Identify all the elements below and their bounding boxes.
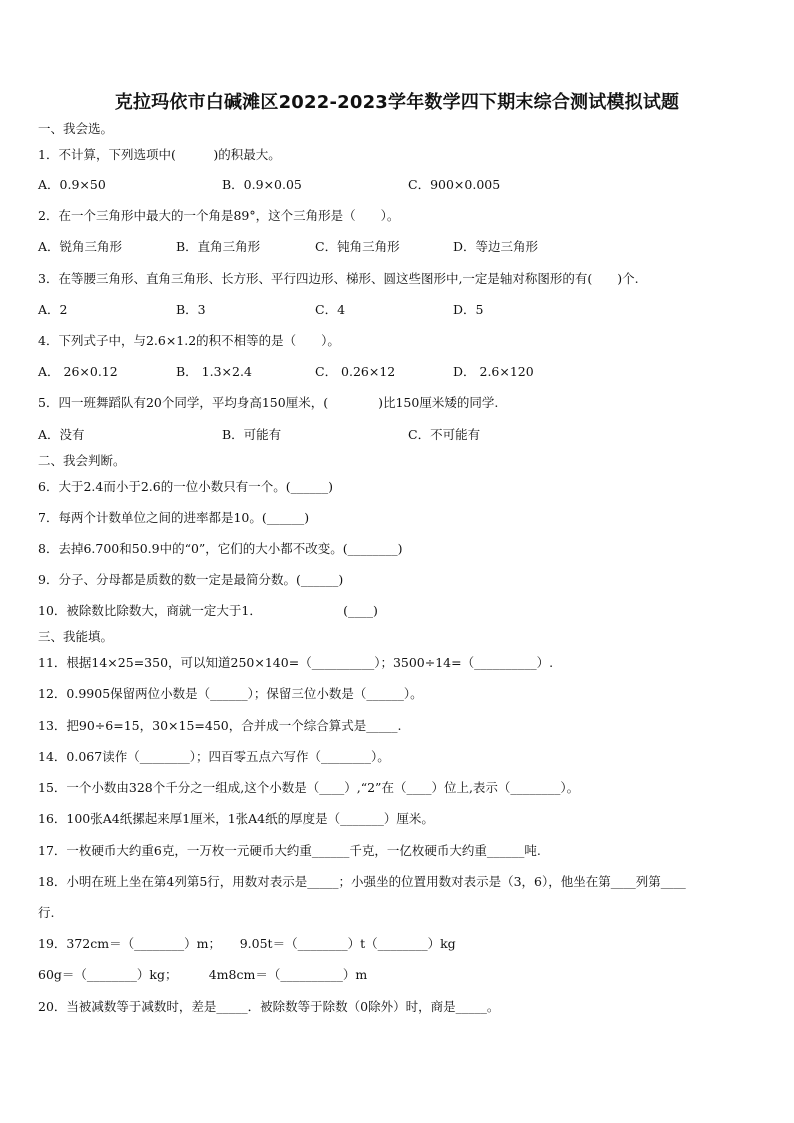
section-heading-choice: 一、我会选。 (38, 121, 114, 136)
q5-option-b: B．可能有 (222, 427, 282, 442)
question-6: 6．大于2.4而小于2.6的一位小数只有一个。(______) (38, 479, 333, 494)
question-16: 16．100张A4纸摞起来厚1厘米，1张A4纸的厚度是（_______）厘米。 (38, 811, 434, 826)
question-11: 11．根据14×25=350，可以知道250×140=（__________）；3500÷14=（__________）. (38, 655, 554, 670)
q3-option-d: D．5 (453, 302, 484, 317)
q2-option-c: C．钝角三角形 (315, 239, 400, 254)
question-18-continued: 行. (38, 905, 55, 920)
question-1: 1．不计算，下列选项中( )的积最大。 (38, 147, 281, 162)
question-14: 14．0.067读作（________）；四百零五点六写作（________）。 (38, 749, 390, 764)
question-2: 2．在一个三角形中最大的一个角是89°，这个三角形是（ ）。 (38, 208, 400, 223)
q2-option-d: D．等边三角形 (453, 239, 539, 254)
question-8: 8．去掉6.700和50.9中的“0”，它们的大小都不改变。(________) (38, 541, 403, 556)
q5-option-c: C．不可能有 (408, 427, 481, 442)
page-title: 克拉玛依市白碱滩区2022-2023学年数学四下期末综合测试模拟试题 (114, 92, 680, 113)
question-12: 12．0.9905保留两位小数是（______）；保留三位小数是（______）。 (38, 686, 423, 701)
q1-option-b: B．0.9×0.05 (222, 177, 302, 192)
q4-option-c: C． 0.26×12 (315, 364, 396, 379)
question-17: 17．一枚硬币大约重6克，一万枚一元硬币大约重______千克，一亿枚硬币大约重______吨. (38, 843, 541, 858)
q4-option-d: D． 2.6×120 (453, 364, 534, 379)
q1-option-c: C．900×0.005 (408, 177, 501, 192)
q3-option-a: A．2 (38, 302, 68, 317)
section-heading-fill: 三、我能填。 (38, 629, 114, 644)
question-15: 15．一个小数由328个千分之一组成,这个小数是（____）,“2”在（____）位上,表示（________）。 (38, 780, 580, 795)
question-19: 19．372cm＝（________）m； 9.05t＝（________）t（________）kg (38, 936, 456, 951)
question-13: 13．把90÷6=15，30×15=450，合并成一个综合算式是_____. (38, 718, 402, 733)
question-18: 18．小明在班上坐在第4列第5行，用数对表示是_____；小强坐的位置用数对表示是（3，6），他坐在第____列第____ (38, 874, 686, 889)
q1-option-a: A．0.9×50 (38, 177, 106, 192)
q4-option-b: B． 1.3×2.4 (176, 364, 252, 379)
question-9: 9．分子、分母都是质数的数一定是最简分数。(______) (38, 572, 344, 587)
q2-option-a: A．锐角三角形 (38, 239, 123, 254)
question-10: 10．被除数比除数大，商就一定大于1． (____) (38, 603, 378, 618)
q3-option-b: B．3 (176, 302, 206, 317)
question-4: 4．下列式子中，与2.6×1.2的积不相等的是（ ）。 (38, 333, 340, 348)
question-7: 7．每两个计数单位之间的进率都是10。(______) (38, 510, 310, 525)
question-19-continued: 60g＝（________）kg； 4m8cm＝（__________）m (38, 967, 368, 982)
q3-option-c: C．4 (315, 302, 346, 317)
q4-option-a: A． 26×0.12 (38, 364, 118, 379)
question-20: 20．当被减数等于减数时，差是_____．被除数等于除数（0除外）时，商是_____。 (38, 999, 500, 1014)
q2-option-b: B．直角三角形 (176, 239, 261, 254)
question-3: 3．在等腰三角形、直角三角形、长方形、平行四边形、梯形、圆这些图形中,一定是轴对称图形的有( )个. (38, 271, 639, 286)
question-5: 5．四一班舞蹈队有20个同学，平均身高150厘米，( )比150厘米矮的同学. (38, 395, 499, 410)
q5-option-a: A．没有 (38, 427, 85, 442)
section-heading-judge: 二、我会判断。 (38, 453, 126, 468)
